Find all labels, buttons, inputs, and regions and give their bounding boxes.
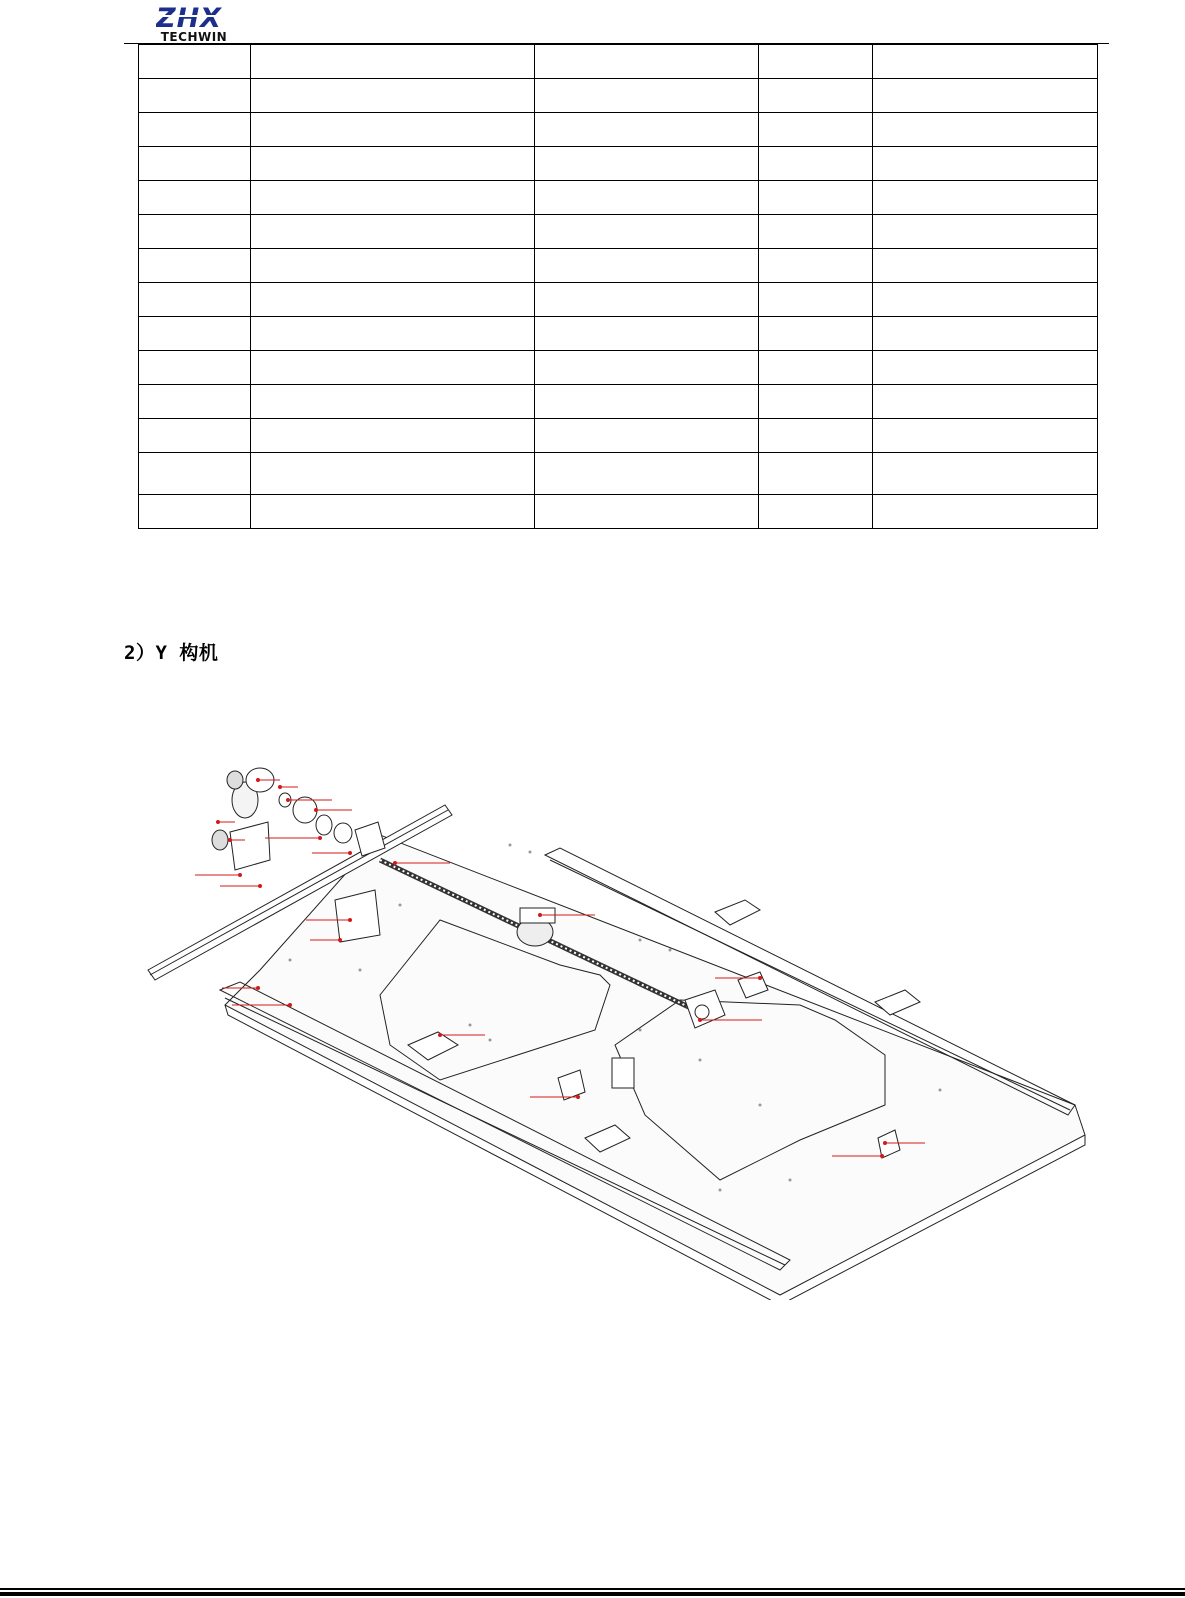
table-cell bbox=[872, 495, 1098, 529]
table-cell bbox=[251, 79, 535, 113]
table-cell bbox=[534, 215, 758, 249]
table-cell bbox=[872, 283, 1098, 317]
table-cell bbox=[534, 45, 758, 79]
table-cell bbox=[139, 45, 251, 79]
table-cell bbox=[251, 249, 535, 283]
table-cell bbox=[139, 351, 251, 385]
table-cell bbox=[139, 495, 251, 529]
table-cell bbox=[759, 495, 872, 529]
table-row bbox=[139, 147, 1098, 181]
table-cell bbox=[872, 79, 1098, 113]
table-cell bbox=[534, 419, 758, 453]
table-cell bbox=[534, 453, 758, 495]
table-cell bbox=[759, 215, 872, 249]
table-cell bbox=[872, 249, 1098, 283]
table-cell bbox=[139, 147, 251, 181]
table-row bbox=[139, 317, 1098, 351]
table-cell bbox=[534, 249, 758, 283]
table-row bbox=[139, 419, 1098, 453]
table-row bbox=[139, 181, 1098, 215]
y-axis-assembly-drawing bbox=[140, 760, 1100, 1300]
table-cell bbox=[251, 351, 535, 385]
table-cell bbox=[251, 215, 535, 249]
table-cell bbox=[251, 181, 535, 215]
logo-subtitle: TECHWIN bbox=[160, 30, 228, 44]
table-row bbox=[139, 79, 1098, 113]
table-cell bbox=[251, 419, 535, 453]
table-cell bbox=[251, 385, 535, 419]
table-cell bbox=[251, 453, 535, 495]
table-cell bbox=[139, 283, 251, 317]
table-cell bbox=[759, 181, 872, 215]
table-cell bbox=[534, 79, 758, 113]
table-cell bbox=[872, 147, 1098, 181]
table-cell bbox=[139, 181, 251, 215]
table-cell bbox=[872, 113, 1098, 147]
table-cell bbox=[251, 45, 535, 79]
table-cell bbox=[872, 385, 1098, 419]
table-cell bbox=[759, 283, 872, 317]
table-cell bbox=[534, 181, 758, 215]
table-cell bbox=[759, 385, 872, 419]
table-cell bbox=[139, 113, 251, 147]
footer-rule-thick bbox=[0, 1592, 1185, 1596]
table-cell bbox=[251, 147, 535, 181]
footer-rule bbox=[0, 1588, 1185, 1590]
table-cell bbox=[139, 453, 251, 495]
table-row bbox=[139, 215, 1098, 249]
table-row bbox=[139, 283, 1098, 317]
table-cell bbox=[759, 317, 872, 351]
table-cell bbox=[759, 113, 872, 147]
section-heading: 2）Y 构机 bbox=[124, 642, 219, 664]
table-cell bbox=[251, 113, 535, 147]
table-cell bbox=[251, 495, 535, 529]
table-row bbox=[139, 249, 1098, 283]
company-logo bbox=[152, 3, 236, 43]
zhx-logo-icon bbox=[156, 3, 234, 31]
table-cell bbox=[139, 385, 251, 419]
table-cell bbox=[534, 283, 758, 317]
table-cell bbox=[872, 317, 1098, 351]
table-cell bbox=[251, 283, 535, 317]
table-cell bbox=[534, 495, 758, 529]
table-cell bbox=[759, 45, 872, 79]
table-cell bbox=[759, 351, 872, 385]
table-cell bbox=[759, 249, 872, 283]
table-row bbox=[139, 45, 1098, 79]
table-cell bbox=[534, 113, 758, 147]
table-cell bbox=[534, 317, 758, 351]
table-cell bbox=[759, 453, 872, 495]
table-cell bbox=[872, 351, 1098, 385]
table-cell bbox=[534, 351, 758, 385]
table-cell bbox=[534, 385, 758, 419]
table-cell bbox=[139, 249, 251, 283]
table-cell bbox=[759, 147, 872, 181]
table-row bbox=[139, 453, 1098, 495]
parts-table bbox=[138, 44, 1098, 529]
table-cell bbox=[139, 215, 251, 249]
table-row bbox=[139, 113, 1098, 147]
table-cell bbox=[139, 317, 251, 351]
table-cell bbox=[139, 419, 251, 453]
table-cell bbox=[872, 181, 1098, 215]
table-cell bbox=[872, 45, 1098, 79]
table-row bbox=[139, 385, 1098, 419]
table-cell bbox=[759, 419, 872, 453]
table-cell bbox=[251, 317, 535, 351]
table-cell bbox=[872, 453, 1098, 495]
table-cell bbox=[872, 419, 1098, 453]
table-row bbox=[139, 351, 1098, 385]
table-cell bbox=[139, 79, 251, 113]
table-cell bbox=[872, 215, 1098, 249]
table-cell bbox=[534, 147, 758, 181]
table-row bbox=[139, 495, 1098, 529]
table-cell bbox=[759, 79, 872, 113]
logo-mark-text: ZHX bbox=[156, 3, 222, 31]
